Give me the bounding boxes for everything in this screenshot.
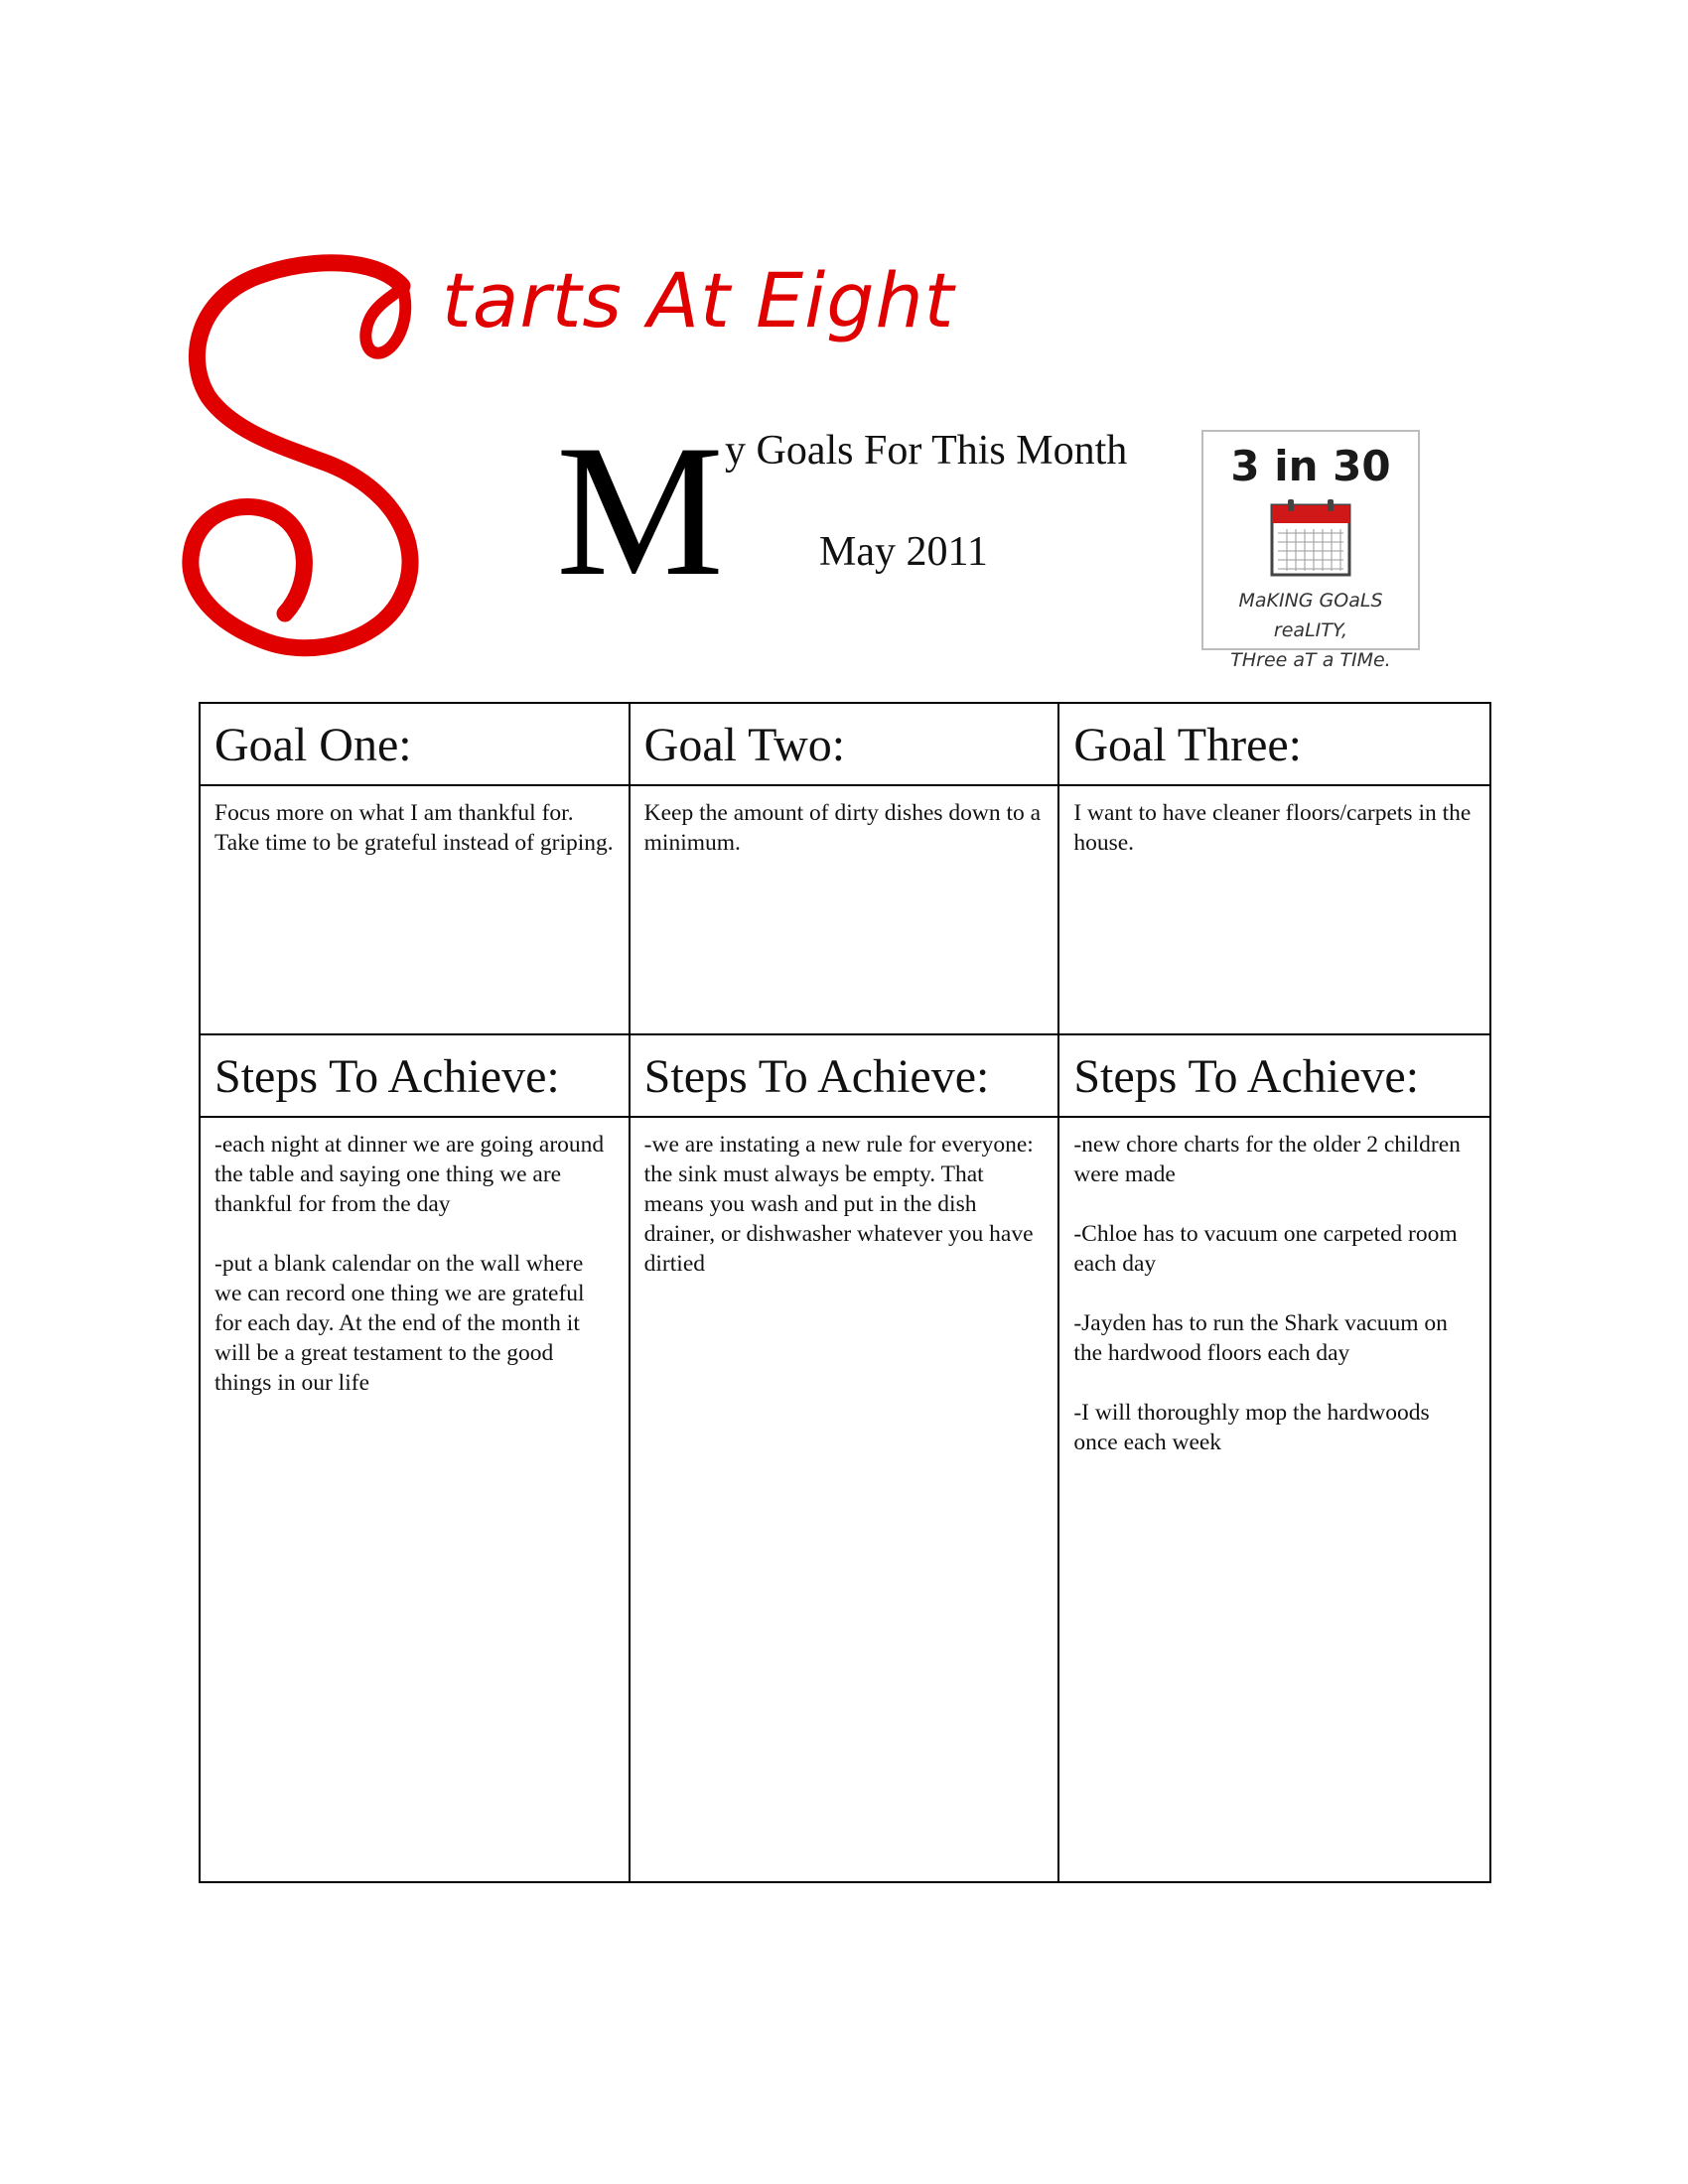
goals-table: [199, 702, 1491, 1883]
goal-three-heading: Goal Three:: [1059, 704, 1489, 786]
goal-one-steps: -each night at dinner we are going around the table and saying one thing we are thankful for from the day -put a blank calendar on the wall where we can record one thing we are grateful for each day. At the end of the month it will be a great testament to the good things in our life: [201, 1118, 631, 1881]
badge-tagline: MaKING GOaLS reaLITY, THree aT a TIMe.: [1230, 590, 1391, 671]
title-text: y Goals For This Month: [725, 428, 1128, 474]
goal-two-text: Keep the amount of dirty dishes down to a minimum.: [631, 786, 1060, 1035]
calendar-icon: [1270, 499, 1351, 577]
goal-three-steps: -new chore charts for the older 2 children were made -Chloe has to vacuum one carpeted room each day -Jayden has to run the Shark vacuum on the hardwood floors each day -I will thoroughly mop the hardwoods once each week: [1073, 1132, 1461, 1455]
goal-one-text: Focus more on what I am thankful for. Take time to be grateful instead of griping.: [201, 786, 631, 1035]
three-in-thirty-badge: [1201, 430, 1420, 671]
goal-three-text: I want to have cleaner floors/carpets in the house.: [1059, 786, 1489, 1035]
title-initial: M: [556, 407, 724, 615]
badge-title: 3 in 30: [1230, 442, 1391, 490]
goal-one-steps-heading: Steps To Achieve:: [201, 1035, 631, 1118]
goal-two-heading: Goal Two:: [631, 704, 1060, 786]
logo-text: tarts At Eight: [442, 256, 955, 344]
goal-three-steps-heading: Steps To Achieve:: [1059, 1035, 1489, 1118]
page-title: [556, 407, 1152, 615]
goal-two-steps-heading: Steps To Achieve:: [631, 1035, 1060, 1118]
goal-two-steps: -we are instating a new rule for everyone: the sink must always be empty. That means you wash and put in the dish drainer, or dishwasher whatever you have dirtied: [631, 1118, 1060, 1881]
goal-one-heading: Goal One:: [201, 704, 631, 786]
title-date: May 2011: [819, 529, 988, 575]
